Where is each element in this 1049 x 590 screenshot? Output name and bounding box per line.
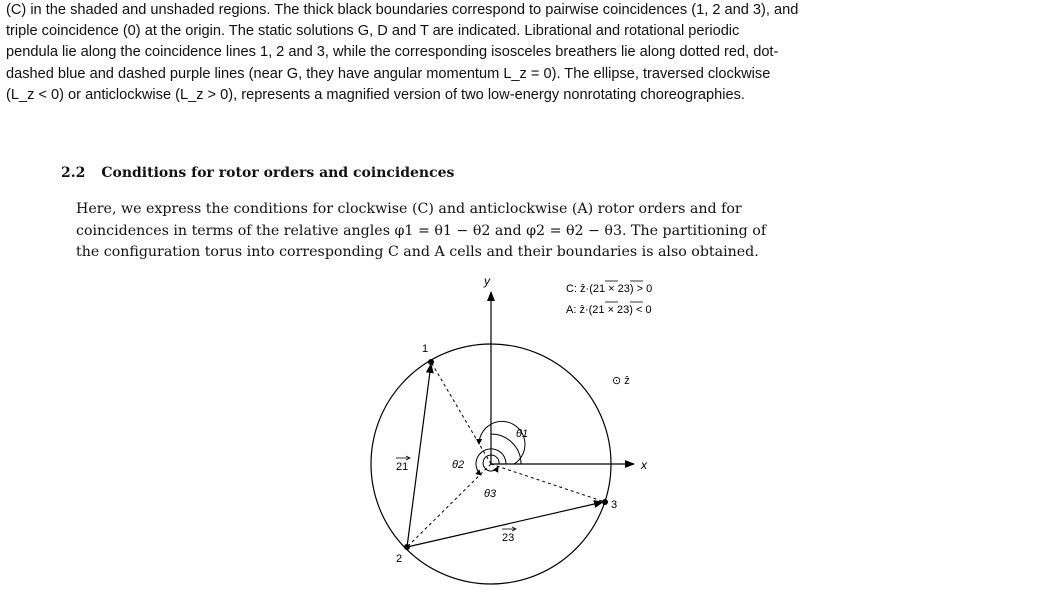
caption-line-5: (L_z < 0) or anticlockwise (L_z > 0), represents a magnified version of two low-energy nonrotating choreographies. [6, 86, 745, 103]
point-3-label: 3 [611, 499, 618, 511]
paragraph-line-1: Here, we express the conditions for clockwise (C) and anticlockwise (A) rotor orders and for [76, 201, 742, 217]
caption-line-3: pendula lie along the coincidence lines 1, 2 and 3, while the corresponding isosceles breathers lie along dotted red, dot- [6, 44, 779, 61]
radius-to-1 [431, 362, 491, 464]
vector-21-arrow [407, 364, 431, 547]
point-3-dot [602, 499, 608, 505]
section-title: Conditions for rotor orders and coincidences [101, 165, 455, 181]
caption-line-1: (C) in the shaded and unshaded regions. The thick black boundaries correspond to pairwise coincidences (1, 2 and 3), and [6, 2, 799, 18]
condition-a-label: A: ẑ·(21 × 23) < 0 [566, 304, 652, 316]
point-2-dot [404, 544, 410, 550]
caption-line-4: dashed blue and dashed purple lines (near G, they have angular momentum L_z = 0). The ellipse, traversed clockwise [6, 65, 771, 82]
paragraph-line-2: coincidences in terms of the relative angles φ1 = θ1 − θ2 and φ2 = θ2 − θ3. The partitioning of [76, 222, 767, 239]
y-axis-label: y [484, 274, 490, 288]
point-2-label: 2 [396, 553, 403, 565]
caption-line-2: triple coincidence (0) at the origin. The static solutions G, D and T are indicated. Librational and rotational periodic [6, 23, 740, 40]
z-out-of-page-symbol: ⊙ ẑ [612, 375, 630, 387]
theta3-label: θ3 [484, 488, 497, 500]
theta2-label: θ2 [452, 459, 465, 471]
section-number: 2.2 [61, 165, 86, 181]
point-1-label: 1 [422, 343, 429, 355]
paragraph-line-3: the configuration torus into corresponding C and A cells and their boundaries is also obtained. [76, 244, 759, 261]
x-axis-label: x [641, 458, 647, 472]
theta1-label: θ1 [516, 428, 529, 440]
vector-21-label: 21 [396, 461, 409, 473]
point-1-dot [428, 359, 434, 365]
vector-23-label: 23 [502, 532, 515, 544]
radius-to-3 [491, 464, 605, 502]
condition-c-label: C: ẑ·(21 × 23) > 0 [566, 283, 653, 295]
radius-to-2 [407, 464, 491, 547]
